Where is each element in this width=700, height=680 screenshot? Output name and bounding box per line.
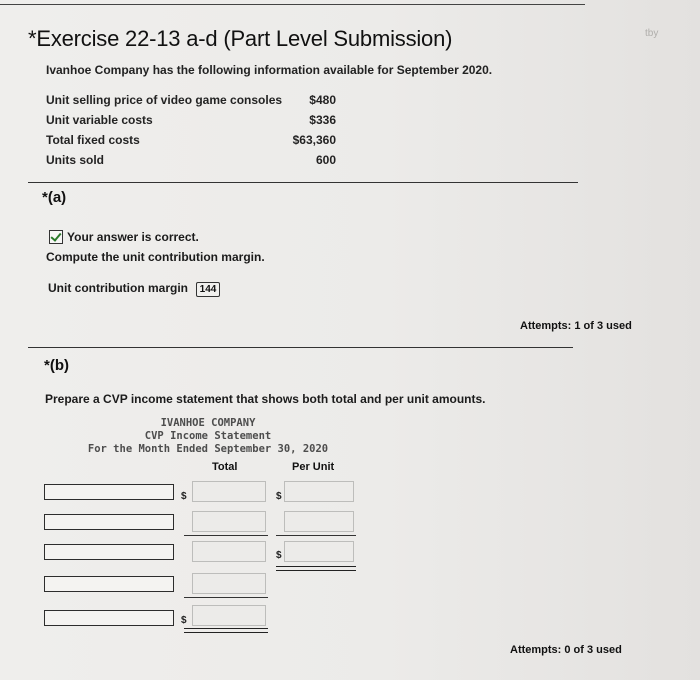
part-a-heading: *(a) xyxy=(42,189,67,206)
info-row xyxy=(46,93,336,113)
dollar-sign: $ xyxy=(181,491,187,502)
column-header-per-unit: Per Unit xyxy=(292,461,335,473)
part-b-attempts: Attempts: 0 of 3 used xyxy=(510,644,622,656)
info-label: Unit variable costs xyxy=(46,113,153,127)
statement-period: For the Month Ended September 30, 2020 xyxy=(87,443,329,455)
info-label: Unit selling price of video game consoles xyxy=(46,93,283,107)
line-item-select[interactable] xyxy=(44,484,174,500)
line-item-select[interactable] xyxy=(44,544,174,560)
corner-mark: tby xyxy=(645,28,659,39)
dollar-sign: $ xyxy=(276,491,282,502)
per-unit-amount-input[interactable] xyxy=(284,511,354,532)
info-row xyxy=(46,153,336,173)
total-amount-input[interactable] xyxy=(192,573,266,594)
unit-contribution-margin-input[interactable]: 144 xyxy=(196,282,220,297)
info-row xyxy=(46,113,336,133)
info-label: Units sold xyxy=(46,153,105,167)
info-value: $63,360 xyxy=(292,133,336,147)
unit-contribution-margin-label: Unit contribution margin xyxy=(48,281,188,295)
per-unit-amount-input[interactable] xyxy=(284,541,354,562)
per-unit-underline xyxy=(276,535,356,536)
section-divider-a xyxy=(28,182,578,183)
info-table xyxy=(46,93,336,173)
dollar-sign: $ xyxy=(181,615,187,626)
correct-text: Your answer is correct. xyxy=(67,230,199,244)
dollar-sign: $ xyxy=(276,550,282,561)
total-double-underline xyxy=(184,628,268,633)
exercise-title: *Exercise 22-13 a-d (Part Level Submission) xyxy=(28,26,453,51)
company-name: IVANHOE COMPANY xyxy=(160,417,256,429)
intro-text: Ivanhoe Company has the following information available for September 2020. xyxy=(46,63,493,77)
section-divider-b xyxy=(28,347,573,348)
total-underline xyxy=(184,535,268,536)
statement-title: CVP Income Statement xyxy=(144,430,272,442)
info-value: $480 xyxy=(309,93,336,107)
line-item-select[interactable] xyxy=(44,576,174,592)
line-item-select[interactable] xyxy=(44,514,174,530)
info-value: 600 xyxy=(315,153,336,167)
total-amount-input[interactable] xyxy=(192,511,266,532)
checkmark-icon xyxy=(49,230,63,244)
info-value: $336 xyxy=(309,113,336,127)
total-amount-input[interactable] xyxy=(192,605,266,626)
part-b-heading: *(b) xyxy=(44,357,69,374)
total-amount-input[interactable] xyxy=(192,481,266,502)
top-divider xyxy=(0,4,585,5)
info-label: Total fixed costs xyxy=(46,133,140,147)
column-header-total: Total xyxy=(212,461,238,473)
info-row xyxy=(46,133,336,153)
per-unit-double-underline xyxy=(276,566,356,571)
total-underline xyxy=(184,597,268,598)
per-unit-amount-input[interactable] xyxy=(284,481,354,502)
line-item-select[interactable] xyxy=(44,610,174,626)
correct-notice xyxy=(49,230,199,244)
part-b-instruction: Prepare a CVP income statement that shows both total and per unit amounts. xyxy=(45,392,486,406)
total-amount-input[interactable] xyxy=(192,541,266,562)
part-a-attempts: Attempts: 1 of 3 used xyxy=(520,320,632,332)
part-a-instruction: Compute the unit contribution margin. xyxy=(46,250,265,264)
